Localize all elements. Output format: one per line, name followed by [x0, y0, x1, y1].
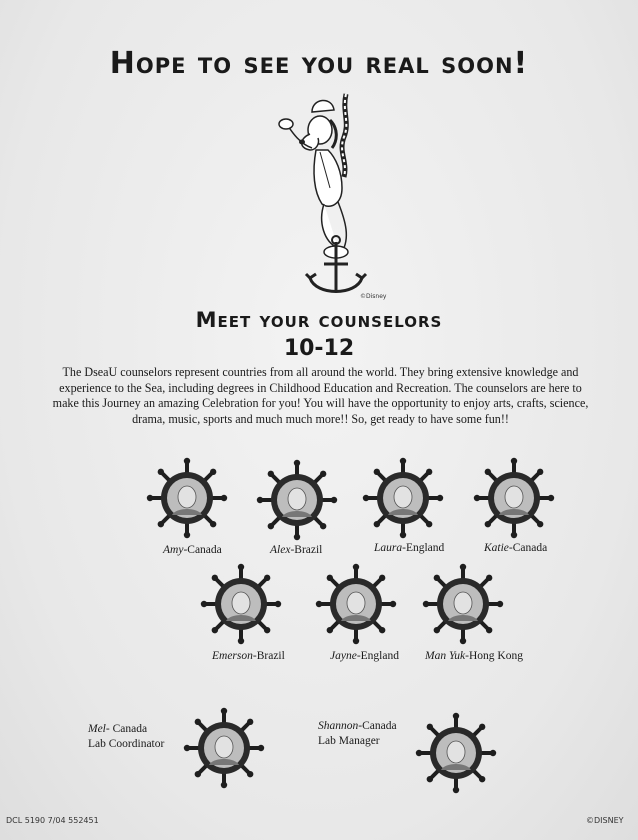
wheel-handle [379, 575, 385, 581]
ship-wheel-frame [473, 457, 555, 539]
goofy-anchor-illustration [272, 92, 382, 304]
wheel-handle [320, 523, 326, 529]
wheel-handle [437, 495, 443, 501]
ship-wheel-frame [200, 563, 282, 645]
age-group: 10-12 [283, 336, 355, 361]
wheel-handle [453, 787, 459, 793]
wheel-handle [195, 771, 201, 777]
face-silhouette [447, 741, 465, 763]
wheel-handle [353, 564, 359, 570]
wheel-handle [195, 719, 201, 725]
ship-wheel-frame [422, 563, 504, 645]
footer-copyright: ©DISNEY [586, 816, 624, 825]
wheel-handle [363, 495, 369, 501]
ship-wheel-frame [256, 459, 338, 541]
ship-wheel-frame [415, 712, 497, 794]
ship-wheel-frame [183, 707, 265, 789]
illustration-copyright: ©Disney [360, 293, 387, 300]
ship-wheel-frame [362, 457, 444, 539]
counselor-photo-wheel [256, 459, 338, 541]
wheel-handle [427, 776, 433, 782]
wheel-handle [374, 521, 380, 527]
counselor-photo-wheel [200, 563, 282, 645]
counselor-caption: Laura-England [374, 542, 445, 554]
ship-wheel-frame [315, 563, 397, 645]
counselor-caption: Amy-Canada [163, 544, 222, 556]
wheel-handle [511, 532, 517, 538]
counselor-caption: Katie-Canada [484, 542, 548, 554]
wheel-handle [426, 469, 432, 475]
counselor-caption: Emerson-Brazil [212, 650, 285, 662]
wheel-handle [201, 601, 207, 607]
counselor-photo-wheel [473, 457, 555, 539]
staff-photo-wheel [183, 707, 265, 789]
staff-photo-wheel [415, 712, 497, 794]
staff-caption: Mel- Canada Lab Coordinator [88, 723, 165, 750]
headline: Hope to see you real soon! [109, 46, 529, 81]
wheel-handle [327, 575, 333, 581]
wheel-handle [479, 724, 485, 730]
wheel-handle [158, 521, 164, 527]
wheel-handle [537, 469, 543, 475]
wheel-handle [147, 495, 153, 501]
wheel-handle [426, 521, 432, 527]
counselor-caption: Alex-Brazil [270, 544, 323, 556]
wheel-handle [327, 627, 333, 633]
wheel-handle [210, 469, 216, 475]
wheel-handle [268, 523, 274, 529]
wheel-handle [158, 469, 164, 475]
wheel-handle [221, 782, 227, 788]
wheel-handle [238, 638, 244, 644]
wheel-handle [247, 771, 253, 777]
wheel-handle [400, 532, 406, 538]
wheel-handle [485, 469, 491, 475]
face-silhouette [232, 592, 250, 614]
wheel-handle [264, 575, 270, 581]
wheel-handle [511, 458, 517, 464]
wheel-handle [460, 638, 466, 644]
wheel-handle [221, 708, 227, 714]
face-silhouette [215, 736, 233, 758]
wheel-handle [434, 575, 440, 581]
counselor-photo-wheel [146, 457, 228, 539]
face-silhouette [178, 486, 196, 508]
wheel-handle [479, 776, 485, 782]
intro-paragraph: The DseaU counselors represent countries from all around the world. They bring extensive knowledge and experience to the Sea, including degrees in Childhood Education and Recreation. The counselors are here to make this Journey an amazing Celebration for you! You will have the opportunity to enjoy arts, crafts, science, drama, music, sports and much much more!! So, get ready to have some fun!! [52, 365, 589, 426]
counselor-photo-wheel [315, 563, 397, 645]
wheel-handle [416, 750, 422, 756]
wheel-handle [184, 458, 190, 464]
section-title: Meet your counselors [195, 308, 443, 332]
face-silhouette [288, 488, 306, 510]
ship-wheel-frame [146, 457, 228, 539]
wheel-handle [400, 458, 406, 464]
counselor-caption: Man Yuk-Hong Kong [425, 650, 523, 662]
wheel-handle [453, 713, 459, 719]
counselor-photo-wheel [362, 457, 444, 539]
wheel-handle [184, 532, 190, 538]
wheel-handle [258, 745, 264, 751]
wheel-handle [497, 601, 503, 607]
wheel-handle [374, 469, 380, 475]
face-silhouette [505, 486, 523, 508]
wheel-handle [238, 564, 244, 570]
wheel-handle [275, 601, 281, 607]
face-silhouette [454, 592, 472, 614]
wheel-handle [316, 601, 322, 607]
wheel-handle [474, 495, 480, 501]
wheel-handle [485, 521, 491, 527]
wheel-handle [379, 627, 385, 633]
face-silhouette [394, 486, 412, 508]
wheel-handle [423, 601, 429, 607]
wheel-handle [247, 719, 253, 725]
wheel-handle [331, 497, 337, 503]
wheel-handle [212, 627, 218, 633]
staff-caption: Shannon-Canada Lab Manager [318, 720, 397, 747]
wheel-handle [490, 750, 496, 756]
wheel-handle [353, 638, 359, 644]
face-silhouette [347, 592, 365, 614]
wheel-handle [320, 471, 326, 477]
wheel-handle [390, 601, 396, 607]
wheel-handle [268, 471, 274, 477]
counselor-photo-wheel [422, 563, 504, 645]
document-code: DCL 5190 7/04 552451 [6, 816, 99, 825]
wheel-handle [212, 575, 218, 581]
wheel-handle [537, 521, 543, 527]
wheel-handle [548, 495, 554, 501]
wheel-handle [184, 745, 190, 751]
wheel-handle [294, 460, 300, 466]
wheel-handle [257, 497, 263, 503]
wheel-handle [294, 534, 300, 540]
wheel-handle [427, 724, 433, 730]
wheel-handle [460, 564, 466, 570]
wheel-handle [210, 521, 216, 527]
wheel-handle [264, 627, 270, 633]
counselor-caption: Jayne-England [330, 650, 399, 662]
wheel-handle [486, 575, 492, 581]
wheel-handle [486, 627, 492, 633]
wheel-handle [434, 627, 440, 633]
wheel-handle [221, 495, 227, 501]
